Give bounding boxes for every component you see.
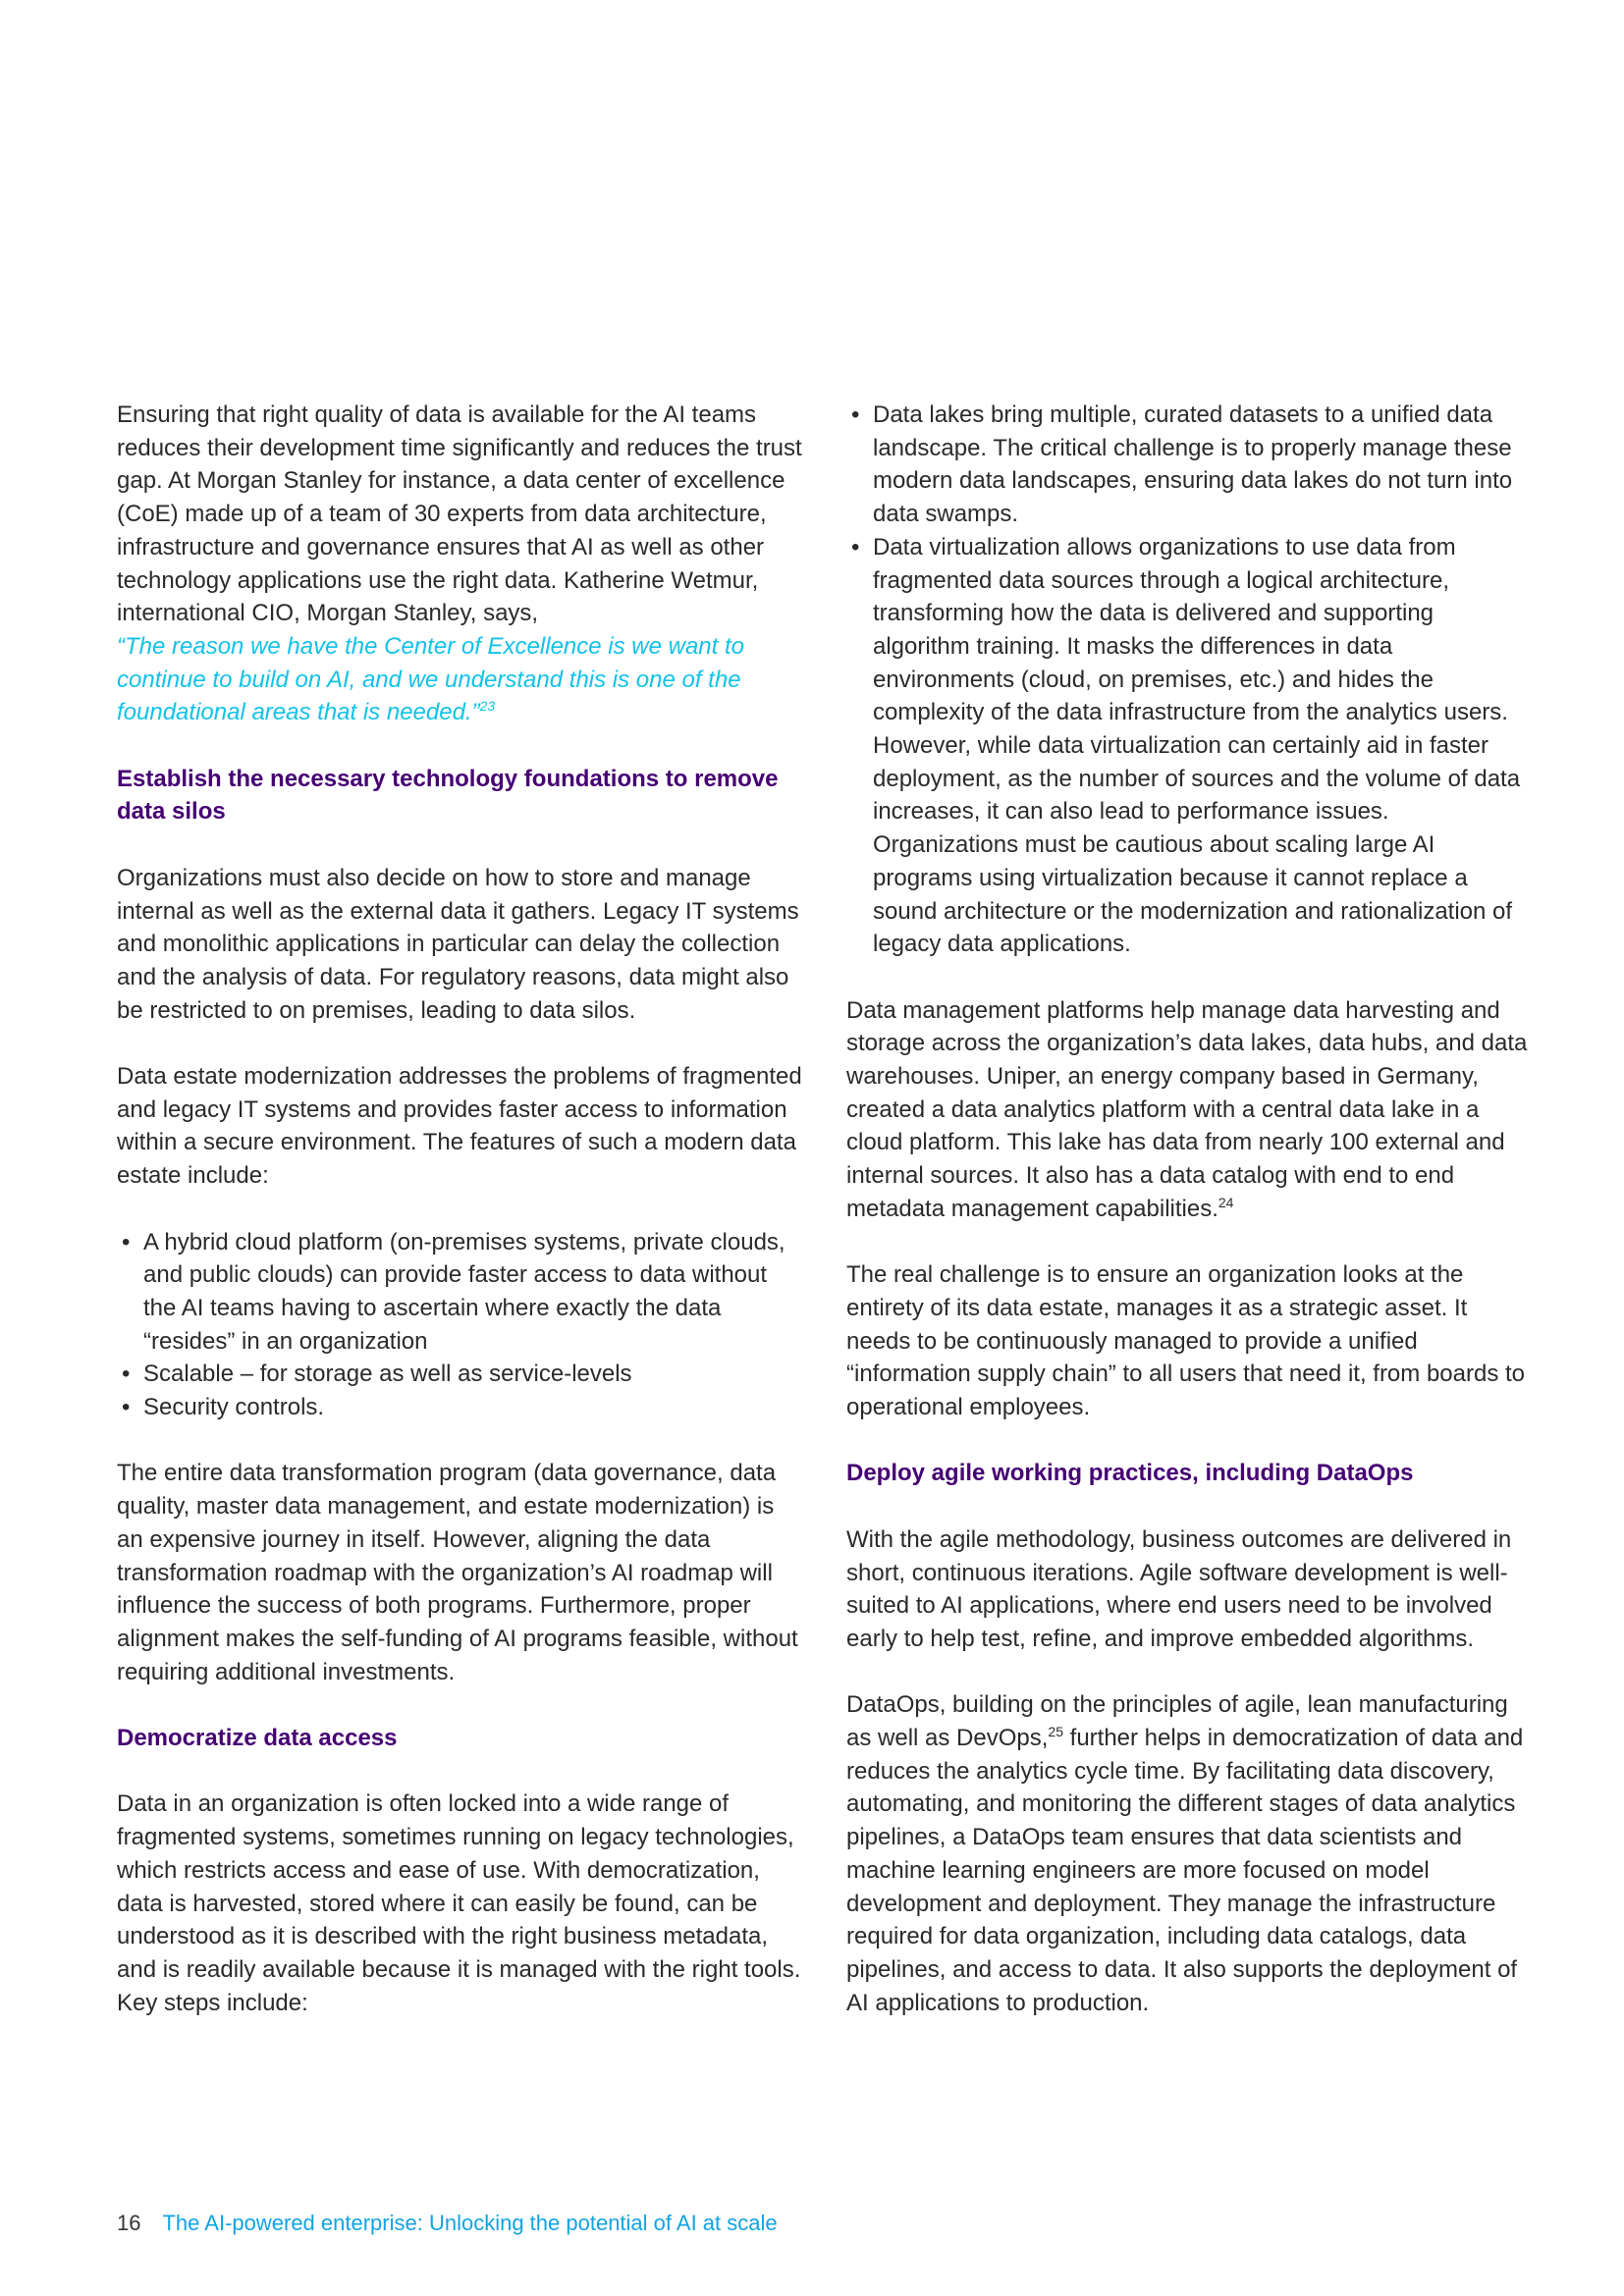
- intro-paragraph: Ensuring that right quality of data is available for the AI teams reduces their development time significantly and reduces the trust gap. At Morgan Stanley for instance, a data center of excellence (CoE) made up of a team of 30 experts from data architecture, infrastructure and governance ensures that AI as well as other technology applications use the right data. Katherine Wetmur, international CIO, Morgan Stanley, says,: [117, 401, 802, 627]
- data-estate-features-list: [117, 1226, 804, 1424]
- left-column: [117, 399, 804, 2019]
- section-heading-technology-foundations: Establish the necessary technology foundations to remove data silos: [117, 765, 779, 826]
- agile-paragraph: With the agile methodology, business outcomes are delivered in short, continuous iterations. Agile software development is well-suited to AI applications, where end users need to be involved early to help test, refine, and improve embedded algorithms.: [846, 1525, 1512, 1652]
- dataops-paragraph: DataOps, building on the principles of agile, lean manufacturing as well as DevOps,$^{25}$ further helps in democratization of data and reduces the analytics cycle time. By facilitating data discovery, automating, and monitoring the different stages of data analytics pipelines, a DataOps team ensures that data scientists and machine learning engineers are more focused on model development and deployment. They manage the infrastructure required for data organization, including data catalogs, data pipelines, and access to data. It also supports the deployment of AI applications to production.: [846, 1691, 1524, 2016]
- morgan-stanley-quote: [117, 630, 804, 729]
- list-item: • A hybrid cloud platform (on-premises systems, private clouds, and public clouds) can provide faster access to data without the AI teams having to ascertain where exactly the data “resides” in an organization: [117, 1226, 804, 1359]
- section-heading-democratize: Democratize data access: [117, 1725, 398, 1752]
- list-item: • Security controls.: [117, 1391, 804, 1424]
- section-heading-dataops: Deploy agile working practices, including DataOps: [846, 1460, 1414, 1487]
- data-transformation-paragraph: The entire data transformation program (data governance, data quality, master data management, and estate modernization) is an expensive journey in itself. However, aligning the data transformation roadmap with the organization’s AI roadmap will influence the success of both programs. Furthermore, proper alignment makes the self-funding of AI programs feasible, without requiring additional investments.: [117, 1460, 798, 1685]
- page-footer: [117, 2209, 778, 2238]
- democratization-paragraph: Data in an organization is often locked into a wide range of fragmented systems, sometimes running on legacy technologies, which restricts access and ease of use. With democratization, data is harvested, stored where it can easily be found, can be understood as it is described with the right business metadata, and is readily available because it is managed with the right tools. Key steps include:: [117, 1790, 801, 2016]
- footnote-ref-24: 24: [1218, 1194, 1234, 1210]
- bullet-icon: •: [122, 1394, 131, 1421]
- page-number: 16: [117, 2211, 141, 2235]
- document-title: The AI-powered enterprise: Unlocking the potential of AI at scale: [162, 2211, 778, 2235]
- data-storage-paragraph: Organizations must also decide on how to store and manage internal as well as the external data it gathers. Legacy IT systems and monolithic applications in particular can delay the collection and the analysis of data. For regulatory reasons, data might also be restricted to on premises, leading to data silos.: [117, 864, 799, 1024]
- democratization-steps-list: [846, 399, 1534, 961]
- data-estate-challenge-paragraph: The real challenge is to ensure an organization looks at the entirety of its data estate, manages it as a strategic asset. It needs to be continuously managed to provide a unified “information supply chain” to all users that need it, from boards to operational employees.: [846, 1261, 1526, 1421]
- list-item: • Data virtualization allows organizations to use data from fragmented data sources through a logical architecture, transforming how the data is delivered and supporting algorithm training. It masks the differences in data environments (cloud, on premises, etc.) and hides the complexity of the data infrastructure from the analytics users. However, while data virtualization can certainly aid in faster deployment, as the number of sources and the volume of data increases, it can also lead to performance issues. Organizations must be cautious about scaling large AI programs using virtualization because it cannot replace a sound architecture or the modernization and rationalization of legacy data applications.: [846, 531, 1534, 961]
- data-estate-paragraph: Data estate modernization addresses the problems of fragmented and legacy IT systems and provides faster access to information within a secure environment. The features of such a modern data estate include:: [117, 1063, 802, 1190]
- quote-text: “The reason we have the Center of Excellence is we want to continue to build on AI, and we understand this is one of the foundational areas that is needed.”: [117, 632, 744, 726]
- bullet-icon: •: [851, 533, 860, 561]
- data-management-paragraph: Data management platforms help manage data harvesting and storage across the organization’s data lakes, data hubs, and data warehouses. Uniper, an energy company based in Germany, created a data analytics platform with a central data lake in a cloud platform. This lake has data from nearly 100 external and internal sources. It also has a data catalog with end to end metadata management capabilities.$^{24}$: [846, 996, 1528, 1222]
- footnote-ref-23: 23: [479, 698, 496, 715]
- list-item: • Scalable – for storage as well as service-levels: [117, 1358, 804, 1391]
- footnote-ref-25: 25: [1048, 1724, 1063, 1740]
- bullet-icon: •: [122, 1228, 131, 1255]
- bullet-icon: •: [122, 1361, 131, 1388]
- right-column: [846, 399, 1534, 2019]
- list-item: • Data lakes bring multiple, curated datasets to a unified data landscape. The critical challenge is to properly manage these modern data landscapes, ensuring data lakes do not turn into data swamps.: [846, 399, 1534, 531]
- bullet-icon: •: [851, 401, 860, 428]
